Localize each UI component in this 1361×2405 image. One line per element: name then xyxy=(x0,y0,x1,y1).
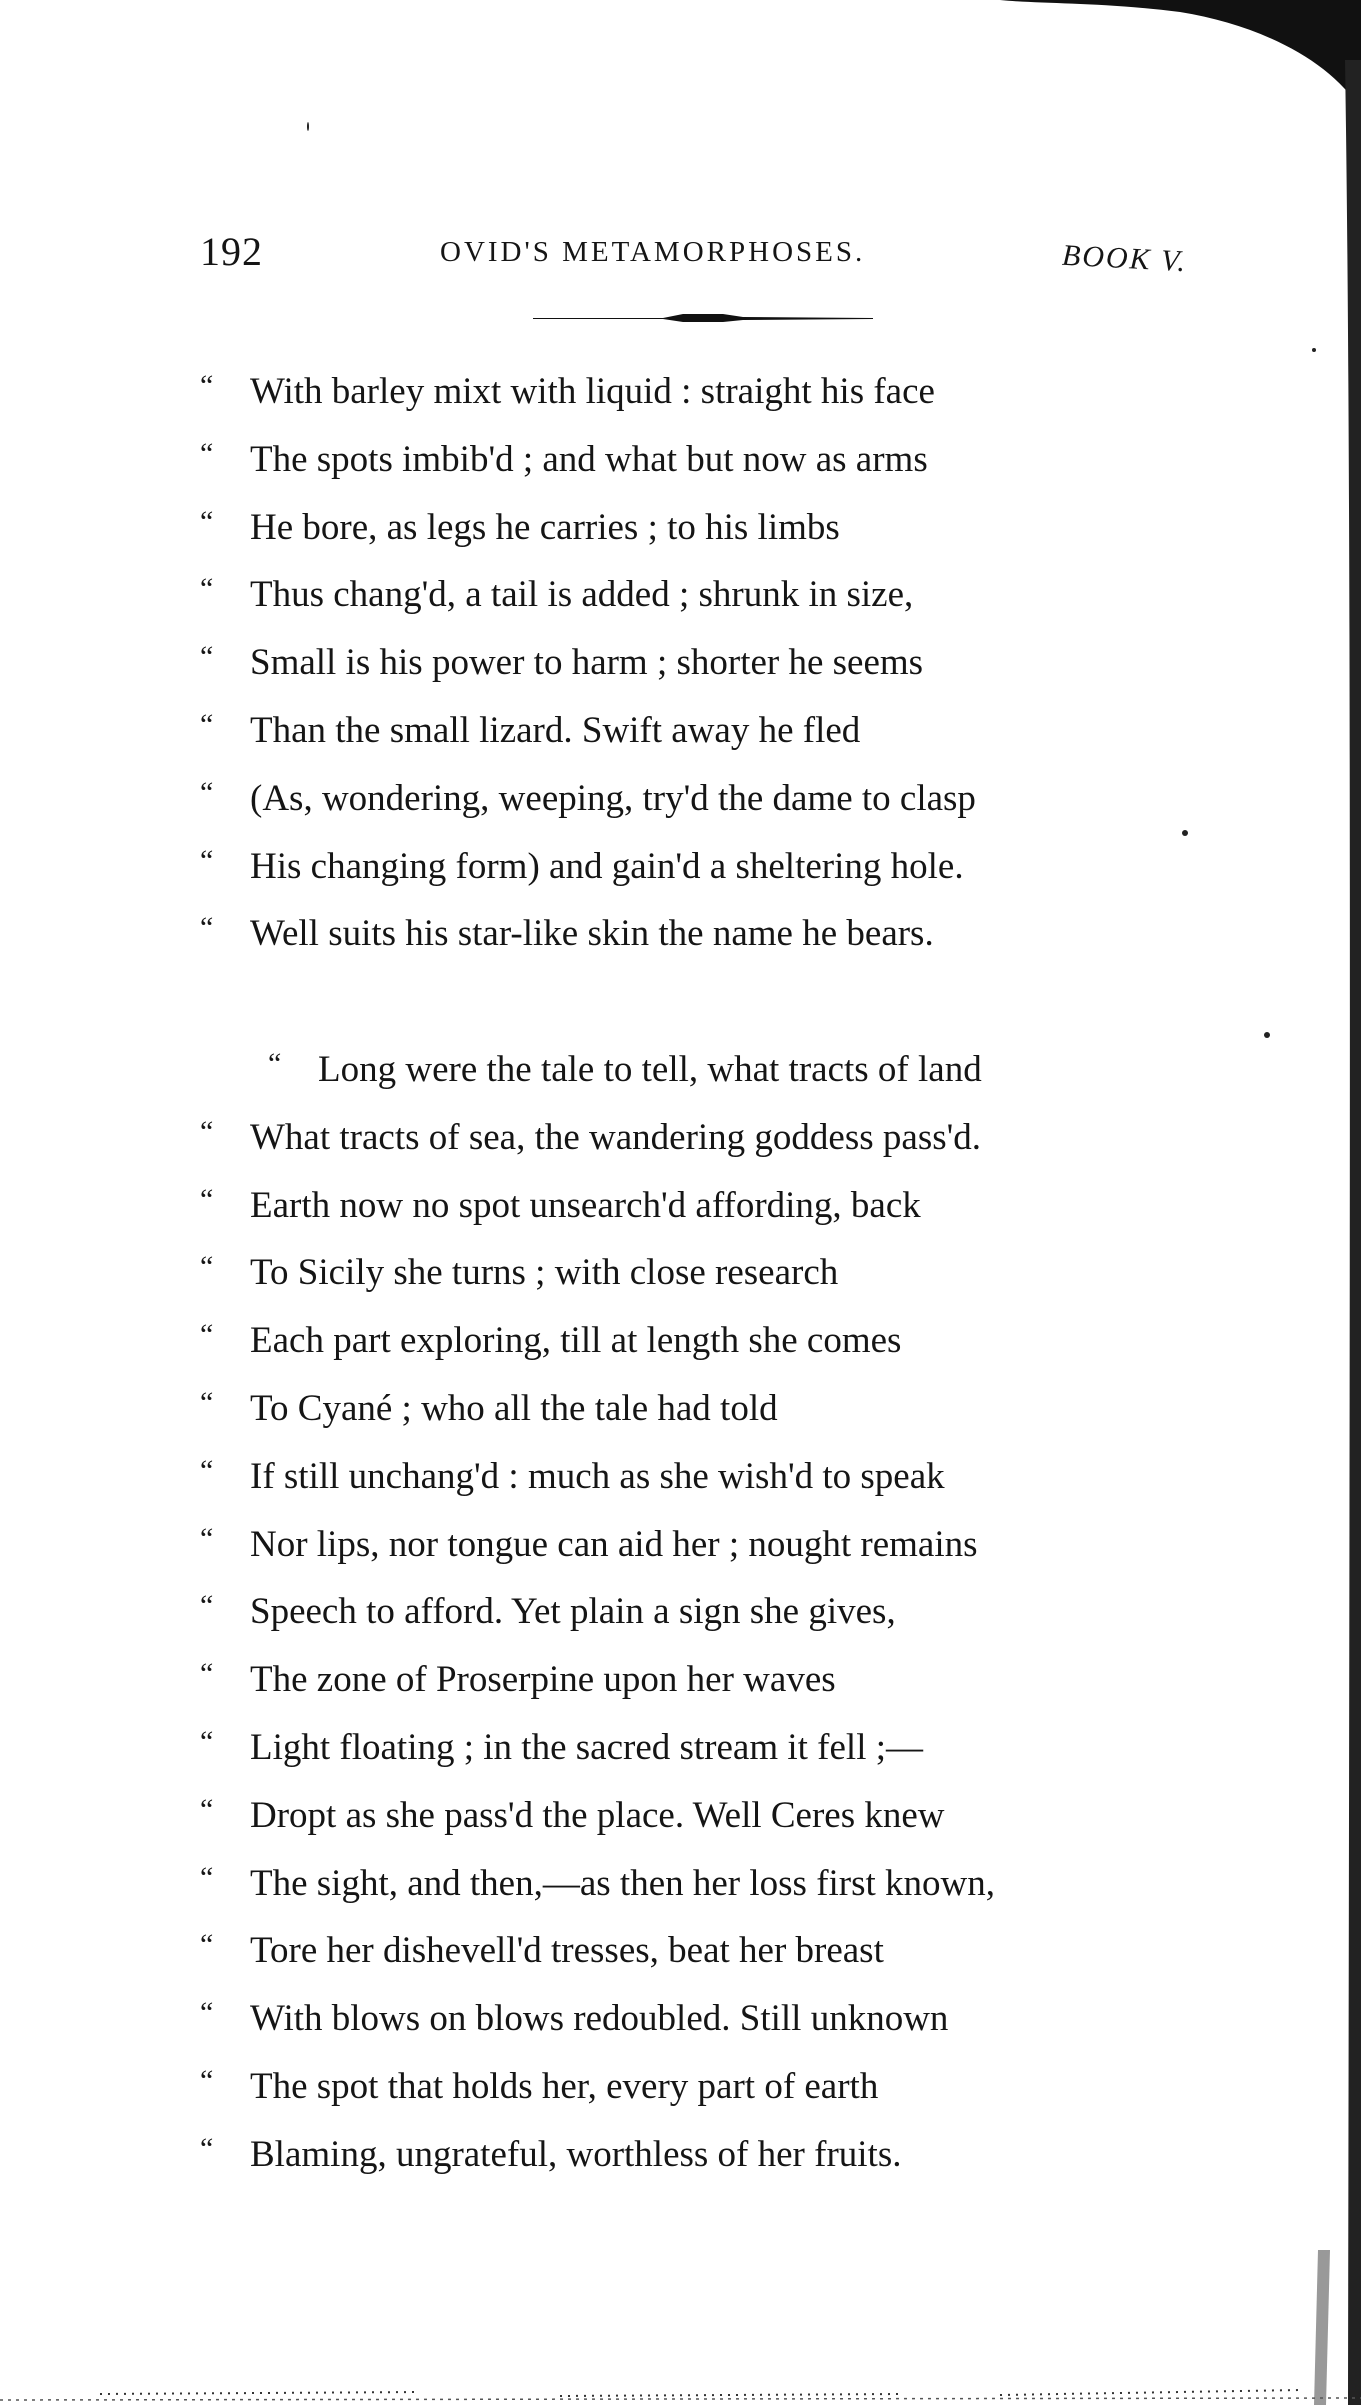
opening-quote-mark: “ xyxy=(200,1792,214,1826)
opening-quote-mark: “ xyxy=(200,843,214,877)
verse-text: Nor lips, nor tongue can aid her ; nought remains xyxy=(250,1523,978,1565)
verse-line xyxy=(200,1443,1200,1511)
ink-speck xyxy=(1264,1032,1270,1038)
opening-quote-mark: “ xyxy=(200,436,214,470)
verse-text: Thus chang'd, a tail is added ; shrunk in size, xyxy=(250,574,914,616)
verse-text: Dropt as she pass'd the place. Well Ceres knew xyxy=(250,1794,945,1836)
verse-text: Blaming, ungrateful, worthless of her fruits. xyxy=(250,2133,902,2175)
opening-quote-mark: “ xyxy=(200,1589,214,1623)
opening-quote-mark: “ xyxy=(200,1318,214,1352)
verse-line xyxy=(200,1104,1200,1172)
verse-text: What tracts of sea, the wandering goddess pass'd. xyxy=(250,1116,982,1158)
verse-line xyxy=(200,1511,1200,1579)
verse-text: The zone of Proserpine upon her waves xyxy=(250,1659,836,1701)
opening-quote-mark: “ xyxy=(200,1385,214,1419)
verse-text: His changing form) and gain'd a sheltering hole. xyxy=(250,845,964,887)
opening-quote-mark: “ xyxy=(200,1521,214,1555)
verse-text: Well suits his star-like skin the name he bears. xyxy=(250,913,934,955)
opening-quote-mark: “ xyxy=(200,707,214,741)
verse-line xyxy=(200,1375,1200,1443)
verse-line xyxy=(200,765,1200,833)
opening-quote-mark: “ xyxy=(200,1724,214,1758)
verse-line xyxy=(200,1714,1200,1782)
verse-text: To Cyané ; who all the tale had told xyxy=(250,1387,778,1429)
page-bottom-edge xyxy=(0,2380,1361,2405)
verse-line xyxy=(200,629,1200,697)
opening-quote-mark: “ xyxy=(268,1047,282,1080)
verse-line xyxy=(200,494,1200,562)
opening-quote-mark: “ xyxy=(200,1996,214,2030)
verse-line xyxy=(200,1850,1200,1918)
running-title: OVID'S METAMORPHOSES. xyxy=(440,236,866,268)
opening-quote-mark: “ xyxy=(200,911,214,945)
verse-text: If still unchang'd : much as she wish'd to speak xyxy=(250,1455,945,1497)
verse-text: With blows on blows redoubled. Still unknown xyxy=(250,1998,949,2040)
verse-text: To Sicily she turns ; with close research xyxy=(250,1252,839,1294)
ink-speck xyxy=(1182,830,1188,836)
opening-quote-mark: “ xyxy=(200,369,214,402)
verse-text: Long were the tale to tell, what tracts of land xyxy=(318,1049,982,1090)
verse-line xyxy=(200,1782,1200,1850)
opening-quote-mark: “ xyxy=(200,2131,214,2165)
verse-text: Tore her dishevell'd tresses, beat her breast xyxy=(250,1930,884,1972)
verse-line xyxy=(200,1036,1200,1104)
verse-text: He bore, as legs he carries ; to his limbs xyxy=(250,506,840,548)
verse-line xyxy=(200,833,1200,901)
opening-quote-mark: “ xyxy=(200,1114,214,1148)
opening-quote-mark: “ xyxy=(200,640,214,674)
verse-line xyxy=(200,1172,1200,1240)
verse-line xyxy=(200,900,1200,968)
verse-text: Each part exploring, till at length she comes xyxy=(250,1320,902,1362)
stanza-2 xyxy=(200,1036,1200,2189)
verse-text: Earth now no spot unsearch'd affording, back xyxy=(250,1184,921,1226)
opening-quote-mark: “ xyxy=(200,1928,214,1962)
opening-quote-mark: “ xyxy=(200,504,214,538)
verse-line xyxy=(200,358,1200,426)
verse-line xyxy=(200,1985,1200,2053)
verse-line xyxy=(200,1307,1200,1375)
verse-line xyxy=(200,1578,1200,1646)
opening-quote-mark: “ xyxy=(200,1453,214,1487)
opening-quote-mark: “ xyxy=(200,1182,214,1216)
verse-line xyxy=(200,697,1200,765)
verse-line xyxy=(200,2053,1200,2121)
verse-line xyxy=(200,1239,1200,1307)
verse-line xyxy=(200,1917,1200,1985)
ink-speck xyxy=(307,122,309,131)
opening-quote-mark: “ xyxy=(200,1860,214,1894)
stanza-1 xyxy=(200,358,1200,968)
verse-text: The spot that holds her, every part of earth xyxy=(250,2065,879,2107)
verse-text: The sight, and then,—as then her loss first known, xyxy=(250,1862,996,1904)
book-label: BOOK V. xyxy=(1061,238,1188,279)
opening-quote-mark: “ xyxy=(200,1250,214,1284)
header-ornament-rule xyxy=(533,312,873,324)
page-header xyxy=(200,228,1210,278)
verse-line xyxy=(200,1646,1200,1714)
verse-text: Light floating ; in the sacred stream it fell ;— xyxy=(250,1726,924,1768)
opening-quote-mark: “ xyxy=(200,572,214,606)
verse-text: Small is his power to harm ; shorter he seems xyxy=(250,642,924,684)
ink-speck xyxy=(1312,348,1316,352)
verse-text: The spots imbib'd ; and what but now as arms xyxy=(250,438,928,480)
verse-text: Than the small lizard. Swift away he fled xyxy=(250,709,861,751)
verse-line xyxy=(200,426,1200,494)
verse-text: With barley mixt with liquid : straight his face xyxy=(250,371,935,412)
verse-text: (As, wondering, weeping, try'd the dame to clasp xyxy=(250,777,976,819)
verse-text: Speech to afford. Yet plain a sign she gives, xyxy=(250,1591,896,1633)
opening-quote-mark: “ xyxy=(200,1657,214,1691)
opening-quote-mark: “ xyxy=(200,775,214,809)
verse-line xyxy=(200,561,1200,629)
opening-quote-mark: “ xyxy=(200,2063,214,2097)
verse-line xyxy=(200,2121,1200,2189)
page-number: 192 xyxy=(200,229,263,274)
